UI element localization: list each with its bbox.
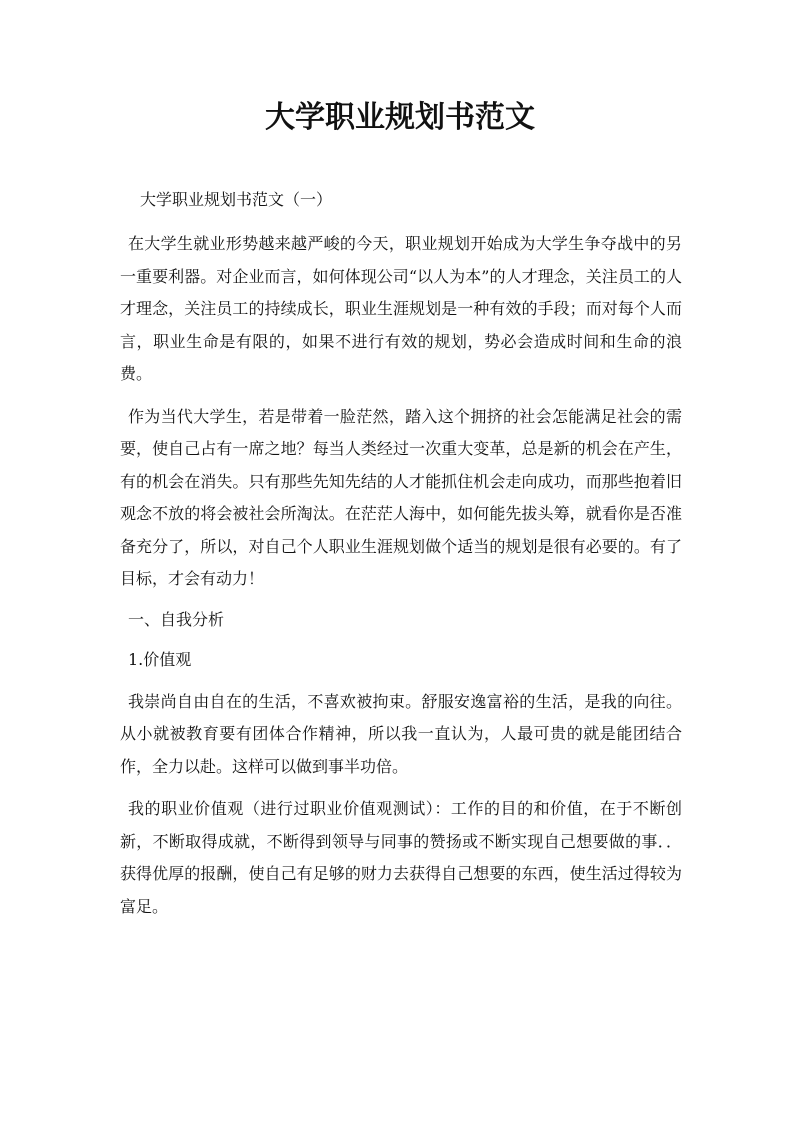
paragraph-values: 我崇尚自由自在的生活，不喜欢被拘束。舒服安逸富裕的生活，是我的向往。从小就被教育要有团体合作精神，所以我一直认为，人最可贵的就是能团结合作，全力以赴。这样可以做到事半功倍。: [120, 691, 682, 776]
document-body: [120, 186, 682, 933]
paragraph-intro: 在大学生就业形势越来越严峻的今天，职业规划开始成为大学生争夺战中的另一重要利器。对企业而言，如何体现公司“以人为本”的人才理念，关注员工的人才理念，关注员工的持续成长，职业生涯规划是一种有效的手段；而对每个人而言，职业生命是有限的，如果不进行有效的规划，势必会造成时间和生命的浪费。: [120, 234, 682, 383]
paragraph-contemporary-students: 作为当代大学生，若是带着一脸茫然，踏入这个拥挤的社会怎能满足社会的需要，使自己占有一席之地？每当人类经过一次重大变革，总是新的机会在产生，有的机会在消失。只有那些先知先结的人才能抓住机会走向成功，而那些抱着旧观念不放的将会被社会所淘汰。在茫茫人海中，如何能先拔头筹，就看你是否准备充分了，所以，对自己个人职业生涯规划做个适当的规划是很有必要的。有了目标，才会有动力！: [120, 406, 682, 588]
paragraph-career-values: 我的职业价值观（进行过职业价值观测试）：工作的目的和价值，在于不断创新，不断取得成就，不断得到领导与同事的赞扬或不断实现自己想要做的事．．获得优厚的报酬，使自己有足够的财力去获得自己想要的东西，使生活过得较为富足。: [120, 799, 682, 916]
subtitle: 大学职业规划书范文（一）: [140, 190, 333, 209]
document-title: 大学职业规划书范文: [265, 100, 535, 135]
section-heading-self-analysis: 一、自我分析: [128, 609, 225, 629]
subsection-heading-values: 1.价值观: [128, 649, 192, 669]
